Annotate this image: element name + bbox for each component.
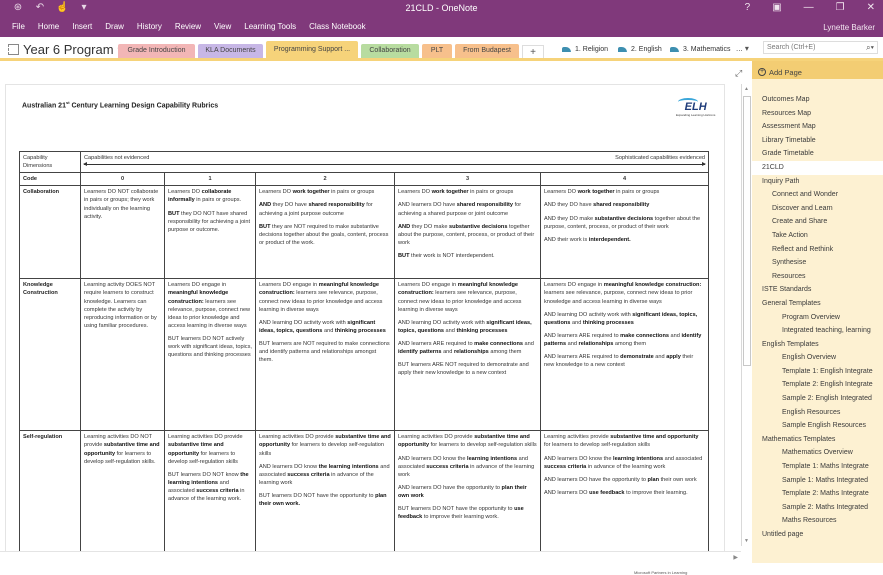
section-tab-collaboration[interactable]: Collaboration bbox=[361, 44, 419, 58]
rubric-cell: Learners DO work together in pairs or groups AND learners DO have shared responsibility for achieving a shared purpose or joint outcome AND they DO make substantive decisions together about the purpose, content, process, or product of their work BUT their work is NOT interdependent. bbox=[395, 186, 541, 279]
page-item[interactable]: Assessment Map bbox=[762, 123, 816, 131]
dimensions-label: Capability Dimensions bbox=[20, 152, 81, 173]
section-group-mathematics[interactable]: 3. Mathematics bbox=[670, 46, 730, 53]
pages-panel bbox=[752, 61, 883, 563]
rubric-cell: Learners DO engage in meaningful knowledge construction: learners see relevance, purpose, connect new ideas to prior knowledge and access learning in diverse ways BUT learners DO NOT actively work with significant ideas, topics, questions and thinking processes bbox=[165, 279, 256, 431]
ribbon-tab-class-notebook[interactable]: Class Notebook bbox=[309, 22, 366, 31]
add-icon: + bbox=[759, 68, 765, 75]
scrollbar-thumb[interactable] bbox=[743, 96, 751, 366]
vertical-scrollbar[interactable] bbox=[741, 84, 752, 546]
section-tab-grade-introduction[interactable]: Grade Introduction bbox=[118, 44, 195, 58]
ribbon-tab-view[interactable]: View bbox=[214, 22, 232, 31]
page-item[interactable]: Integrated teaching, learning bbox=[782, 327, 871, 335]
scroll-down-icon[interactable]: ▼ bbox=[744, 538, 749, 544]
ribbon-tab-file[interactable]: File bbox=[12, 22, 25, 31]
window-controls bbox=[745, 2, 875, 13]
page-item[interactable]: English Templates bbox=[762, 340, 819, 348]
dimension-knowledge-construction: Knowledge Construction bbox=[20, 279, 81, 431]
ribbon-tabs bbox=[12, 22, 379, 31]
page-item[interactable]: Grade Timetable bbox=[762, 150, 814, 158]
page-item[interactable]: Resources bbox=[772, 272, 806, 280]
elh-logo: ELH Expanding Learning Horizons bbox=[676, 101, 715, 117]
rubric-cell: Learners DO work together in pairs or groups AND they DO have shared responsibility for achieving a joint purpose outcome BUT they are NOT required to make substantive decisions together about the goals, content, process or product of the work. bbox=[256, 186, 395, 279]
add-page-button[interactable]: + Add Page bbox=[752, 61, 883, 79]
page-item[interactable]: General Templates bbox=[762, 299, 821, 307]
rubric-cell: Learners DO engage in meaningful knowledge construction: learners see relevance, purpose, connect new ideas to prior knowledge and access learning in diverse ways AND learning DO activity work with significant ideas, topics, questions and thinking processes AND learners ARE required to make connections and identify patterns and relationships among them AND learners ARE required to demonstrate and apply their new knowledge to a new context bbox=[541, 279, 709, 431]
search-input[interactable]: Search (Ctrl+E) ⌕▾ bbox=[763, 41, 878, 54]
page-item[interactable]: Template 1: Maths Integrate bbox=[782, 463, 869, 471]
page-item[interactable]: Mathematics Templates bbox=[762, 435, 836, 443]
section-tab-from-budapest[interactable]: From Budapest bbox=[455, 44, 519, 58]
table-row bbox=[20, 279, 709, 431]
table-row bbox=[20, 186, 709, 279]
rubric-document bbox=[5, 84, 725, 575]
minimize-icon[interactable]: — bbox=[803, 2, 814, 13]
ribbon-tab-learning-tools[interactable]: Learning Tools bbox=[244, 22, 297, 31]
document-title: Australian 21st Century Learning Design Capability Rubrics bbox=[22, 100, 219, 110]
page-item[interactable]: Maths Resources bbox=[782, 517, 837, 525]
range-row bbox=[20, 152, 709, 173]
rubric-cell: Learning activities DO provide substantive time and opportunity for learners to develop self-regulation skills AND learners DO know the learning intentions and associated success criteria in advance of the learning work AND learners DO have the opportunity to plan their own work BUT learners DO NOT have the opportunity to use feedback to improve their learning work. bbox=[395, 431, 541, 555]
page-item[interactable]: Outcomes Map bbox=[762, 96, 810, 103]
section-tab-plt[interactable]: PLT bbox=[422, 44, 452, 58]
notebook-name: Year 6 Program bbox=[23, 42, 114, 57]
page-item[interactable]: Template 1: English Integrate bbox=[782, 367, 873, 375]
rubric-cell: Learning activities provide substantive time and opportunity for learners to develop self-regulation skills AND learners DO know the learning intentions and associated success criteria in advance of the learning work AND learners DO have the opportunity to plan their own work AND learners DO use feedback to improve their learning. bbox=[541, 431, 709, 555]
section-tab-programming-support[interactable]: Programming Support ... bbox=[266, 41, 358, 58]
notebook-icon bbox=[8, 44, 19, 55]
ribbon-tab-insert[interactable]: Insert bbox=[72, 22, 93, 31]
rubric-cell: Learners DO engage in meaningful knowledge construction: learners see relevance, purpose, connect new ideas to prior knowledge and access learning in diverse ways AND learning DO activity work with significant ideas, topics, questions and thinking processes BUT learners are NOT required to make connections and identify patterns and relationships amongst them. bbox=[256, 279, 395, 431]
page-item[interactable]: English Overview bbox=[782, 354, 837, 362]
scroll-up-icon[interactable]: ▲ bbox=[744, 86, 749, 92]
touch-mode-icon[interactable]: ☝ bbox=[56, 2, 69, 13]
section-group-religion[interactable]: 1. Religion bbox=[562, 46, 608, 53]
page-item[interactable]: Reflect and Rethink bbox=[772, 245, 834, 253]
code-4: 4 bbox=[541, 173, 709, 186]
capability-range: Capabilities not evidenced Sophisticated capabilities evidenced bbox=[81, 152, 709, 173]
page-item[interactable]: Inquiry Path bbox=[762, 177, 800, 185]
rubric-cell: Learning activities DO provide substantive time and opportunity for learners to develop self-regulation skills BUT learners DO NOT know the learning intentions and associated success criteria in advance of the learning work. bbox=[165, 431, 256, 555]
ribbon-display-icon[interactable]: ▣ bbox=[772, 2, 782, 13]
ribbon-tab-history[interactable]: History bbox=[136, 22, 162, 31]
rubric-table bbox=[19, 151, 709, 555]
page-item[interactable]: Discover and Learn bbox=[772, 204, 833, 212]
page-item[interactable]: Template 2: Maths Integrate bbox=[782, 490, 869, 498]
section-tab-kla-documents[interactable]: KLA Documents bbox=[198, 44, 263, 58]
page-item[interactable]: Sample 1: Maths Integrated bbox=[782, 476, 868, 484]
code-1: 1 bbox=[165, 173, 256, 186]
ribbon-tab-home[interactable]: Home bbox=[37, 22, 60, 31]
page-item[interactable]: Create and Share bbox=[772, 218, 828, 226]
code-label: Code bbox=[20, 173, 81, 186]
section-tab-bar bbox=[0, 37, 883, 61]
back-icon[interactable]: ⊛ bbox=[13, 2, 23, 13]
rubric-cell: Learners DO collaborate informally in pairs or groups. BUT they DO NOT have shared responsibility for achieving a joint purpose or outcome. bbox=[165, 186, 256, 279]
dimension-collaboration: Collaboration bbox=[20, 186, 81, 279]
rubric-cell: Learners DO engage in meaningful knowledge construction: learners see relevance, purpose, connect new ideas to prior knowledge and access learning in diverse ways AND learning DO activity work with significant ideas, topics, questions and thinking processes AND learners ARE required to make connections and identify patterns and relationships among them BUT learners ARE NOT required to demonstrate and apply their new knowledge to a new context bbox=[395, 279, 541, 431]
code-3: 3 bbox=[395, 173, 541, 186]
ribbon bbox=[0, 18, 883, 37]
code-row bbox=[20, 173, 709, 186]
page-item[interactable]: Sample 2: Maths Integrated bbox=[782, 503, 868, 511]
more-sections-button[interactable]: ... ▾ bbox=[736, 44, 749, 53]
footer-note: Microsoft Partners in Learning bbox=[634, 570, 688, 575]
horizontal-scrollbar[interactable] bbox=[0, 551, 741, 563]
rubric-cell: Learning activities DO provide substantive time and opportunity for learners to develop self-regulation skills AND learners DO know the learning intentions and associated success criteria in advance of the learning work BUT learners DO NOT have the opportunity to plan their own work. bbox=[256, 431, 395, 555]
page-canvas bbox=[0, 64, 741, 575]
dropdown-icon[interactable]: ▾ bbox=[81, 2, 87, 13]
close-icon[interactable]: ✕ bbox=[866, 2, 875, 13]
page-item[interactable]: Resources Map bbox=[762, 109, 812, 117]
page-item[interactable]: Synthesise bbox=[772, 259, 807, 267]
ribbon-tab-draw[interactable]: Draw bbox=[105, 22, 124, 31]
undo-icon[interactable]: ↶ bbox=[35, 2, 45, 13]
page-list bbox=[752, 93, 883, 542]
page-item[interactable]: 21CLD bbox=[752, 161, 883, 175]
page-item[interactable]: Connect and Wonder bbox=[772, 191, 839, 199]
rubric-cell: Learning activities DO NOT provide substantive time and opportunity for learners to develop self-regulation skills. bbox=[81, 431, 165, 555]
section-group-icon bbox=[670, 47, 679, 52]
section-group-english[interactable]: 2. English bbox=[618, 46, 662, 53]
page-item[interactable]: Program Overview bbox=[782, 313, 840, 321]
notebook-picker[interactable] bbox=[8, 42, 122, 57]
add-section-button[interactable]: + bbox=[522, 45, 544, 58]
dimension-self-regulation: Self-regulation bbox=[20, 431, 81, 555]
table-row bbox=[20, 431, 709, 555]
expand-page-icon[interactable]: ⤢ bbox=[735, 68, 743, 78]
window-title: 21CLD - OneNote bbox=[405, 3, 478, 13]
scroll-right-icon[interactable]: ▶ bbox=[733, 555, 738, 561]
code-0: 0 bbox=[81, 173, 165, 186]
page-item[interactable]: English Resources bbox=[782, 408, 841, 416]
help-icon[interactable]: ? bbox=[744, 2, 751, 13]
search-icon[interactable]: ⌕▾ bbox=[866, 43, 874, 52]
rubric-cell: Learning activity DOES NOT require learners to construct knowledge. Learners can complete the activity by reproducing information or by using familiar procedures. bbox=[81, 279, 165, 431]
page-item[interactable]: Mathematics Overview bbox=[782, 449, 853, 457]
restore-icon[interactable]: ❐ bbox=[835, 2, 845, 13]
page-item[interactable]: Library Timetable bbox=[762, 136, 816, 144]
section-group-icon bbox=[618, 47, 627, 52]
code-2: 2 bbox=[256, 173, 395, 186]
page-item[interactable]: Template 2: English Integrate bbox=[782, 381, 873, 389]
title-bar bbox=[0, 0, 883, 18]
rubric-cell: Learners DO NOT collaborate in pairs or groups; they work individually on the learning activity. bbox=[81, 186, 165, 279]
page-item[interactable]: ISTE Standards bbox=[762, 286, 812, 294]
page-item[interactable]: Take Action bbox=[772, 231, 808, 239]
section-group-icon bbox=[562, 47, 571, 52]
page-item[interactable]: Sample 2: English Integrated bbox=[782, 395, 872, 403]
page-item[interactable]: Untitled page bbox=[762, 531, 804, 538]
page-item[interactable]: Sample English Resources bbox=[782, 422, 867, 430]
rubric-cell: Learners DO work together in pairs or groups AND they DO have shared responsibility AND they DO make substantive decisions together about the purpose, content, process, or product of their work AND their work is interdependent. bbox=[541, 186, 709, 279]
ribbon-tab-review[interactable]: Review bbox=[174, 22, 202, 31]
user-name[interactable]: Lynette Barker bbox=[823, 23, 875, 32]
